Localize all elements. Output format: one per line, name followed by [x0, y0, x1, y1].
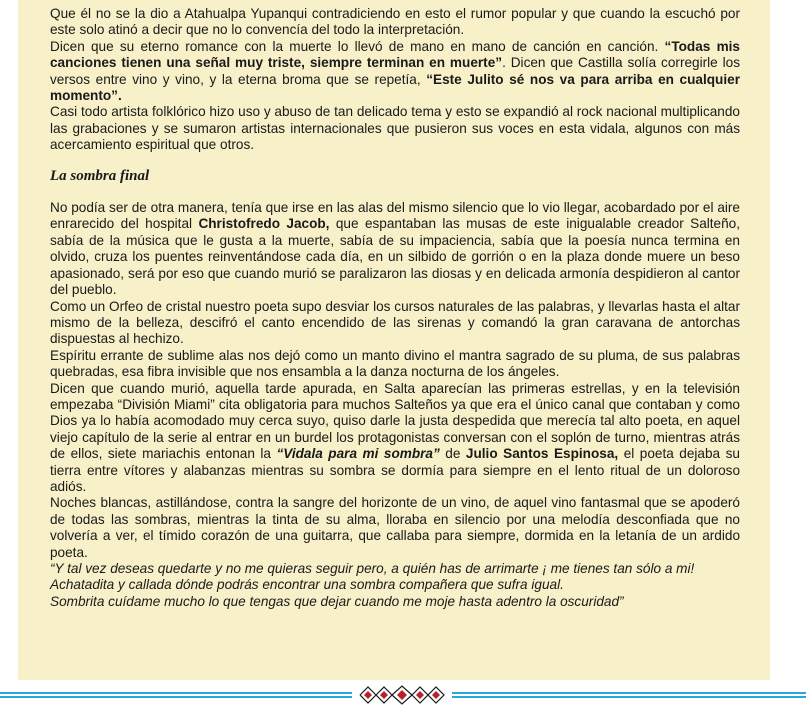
paragraph-6: Espíritu errante de sublime alas nos dejó como un manto divino el mantra sagrado de su pluma, de sus palabras quebradas, esa fibra invisible que nos ensambla a la danza nocturna de los ángeles.	[50, 347, 740, 380]
divider-rule-right	[452, 692, 806, 698]
paragraph-5: Como un Orfeo de cristal nuestro poeta supo desviar los cursos naturales de las palabras, y llevarlas hasta el altar mismo de la belleza, descifró el canto encendido de las sirenas y comandó la gran caravana de antorchas dispuestas al hechizo.	[50, 298, 740, 347]
paragraph-2: Dicen que su eterno romance con la muerte lo llevó de mano en mano de canción en canción. “Todas mis canciones tienen una señal muy triste, siempre terminan en muerte”. Dicen que Castilla solía corregirle los versos entre vino y vino, y la eterna broma que se repetía, “Este Julito sé nos va para arriba en cualquier momento”.	[50, 38, 740, 104]
paragraph-7: Dicen que cuando murió, aquella tarde apurada, en Salta aparecían las primeras estrellas, y en la televisión empezaba “División Miami” cita obligatoria para muchos Salteños ya que era el único canal que contaban y como Dios ya lo había acomodado muy cerca suyo, quiso darle la justa despedida que merecía tal alto poeta, en aquel viejo capítulo de la serie al entrar en un burdel los protagonistas conversan con el soplón de turno, mientras atrás de ellos, siete mariachis entonan la “Vidala para mi sombra” de Julio Santos Espinosa, el poeta dejaba su tierra entre vítores y alabanzas mientras su sombra se dormía para siempre en el lento ritual de un doloroso adiós.	[50, 380, 740, 494]
author-name: Julio Santos Espinosa,	[465, 446, 619, 462]
song-title: “Vidala para mi sombra”	[276, 446, 440, 462]
paragraph-1: Que él no se la dio a Atahualpa Yupanqui contradiciendo en esto el rumor popular y que cuando la escuchó por este solo atinó a decir que no lo convencía del todo la interpretación.	[50, 6, 740, 38]
lyric-line-2: Achatadita y callada dónde podrás encontrar una sombra compañera que sufra igual.	[50, 577, 564, 593]
footer-divider	[0, 684, 806, 708]
section-heading: La sombra final	[50, 167, 150, 184]
quote-bold: “Todas mis canciones tienen una señal muy triste, siempre terminan en muerte”	[50, 38, 740, 71]
article-body	[50, 6, 740, 610]
paragraph-8: Noches blancas, astillándose, contra la sangre del horizonte de un vino, de aquel vino fantasmal que se apoderó de todas las sombras, mientras la tinta de su alma, lloraba en silencio por una melodía desconfiada que no volvería a ver, el tímido corazón de una guitarra, que callaba para siempre, dormida en la letanía de un ardido poeta.	[50, 495, 740, 560]
paragraph-3: Casi todo artista folklórico hizo uso y abuso de tan delicado tema y esto se expandió al rock nacional multiplicando las grabaciones y se sumaron artistas internacionales que pusieron sus voces en esta vidala, algunos con más acercamiento espiritual que otros.	[50, 104, 740, 153]
lyric-line-1: “Y tal vez deseas quedarte y no me quieras seguir pero, a quién has de arrimarte ¡ me tienes tan sólo a mi!	[50, 561, 695, 576]
paragraph-4: No podía ser de otra manera, tenía que irse en las alas del mismo silencio que lo vio llegar, acobardado por el aire enrarecido del hospital Christofredo Jacob, que espantaban las musas de este inigualable creador Salteño, sabía de la música que le gusta a la muerte, sabía de su impaciencia, sabía que la poesía nunca termina en olvido, cruza los puentes reinventándose cada día, en un silbido de gorrión o en la plaza donde muere un beso apasionado, será por eso que cuando murió se paralizaron las diosas y en delicada armonía despidieron al cantor del pueblo.	[50, 200, 741, 298]
quote-bold: “Este Julito sé nos va para arriba en cualquier momento”.	[50, 71, 740, 104]
lyric-line-3: Sombrita cuídame mucho lo que tengas que dejar cuando me moje hasta adentro la oscuridad”	[50, 593, 624, 609]
andean-ornament-icon	[358, 684, 446, 706]
hospital-name: Christofredo Jacob,	[198, 216, 330, 232]
divider-rule-left	[0, 692, 352, 698]
